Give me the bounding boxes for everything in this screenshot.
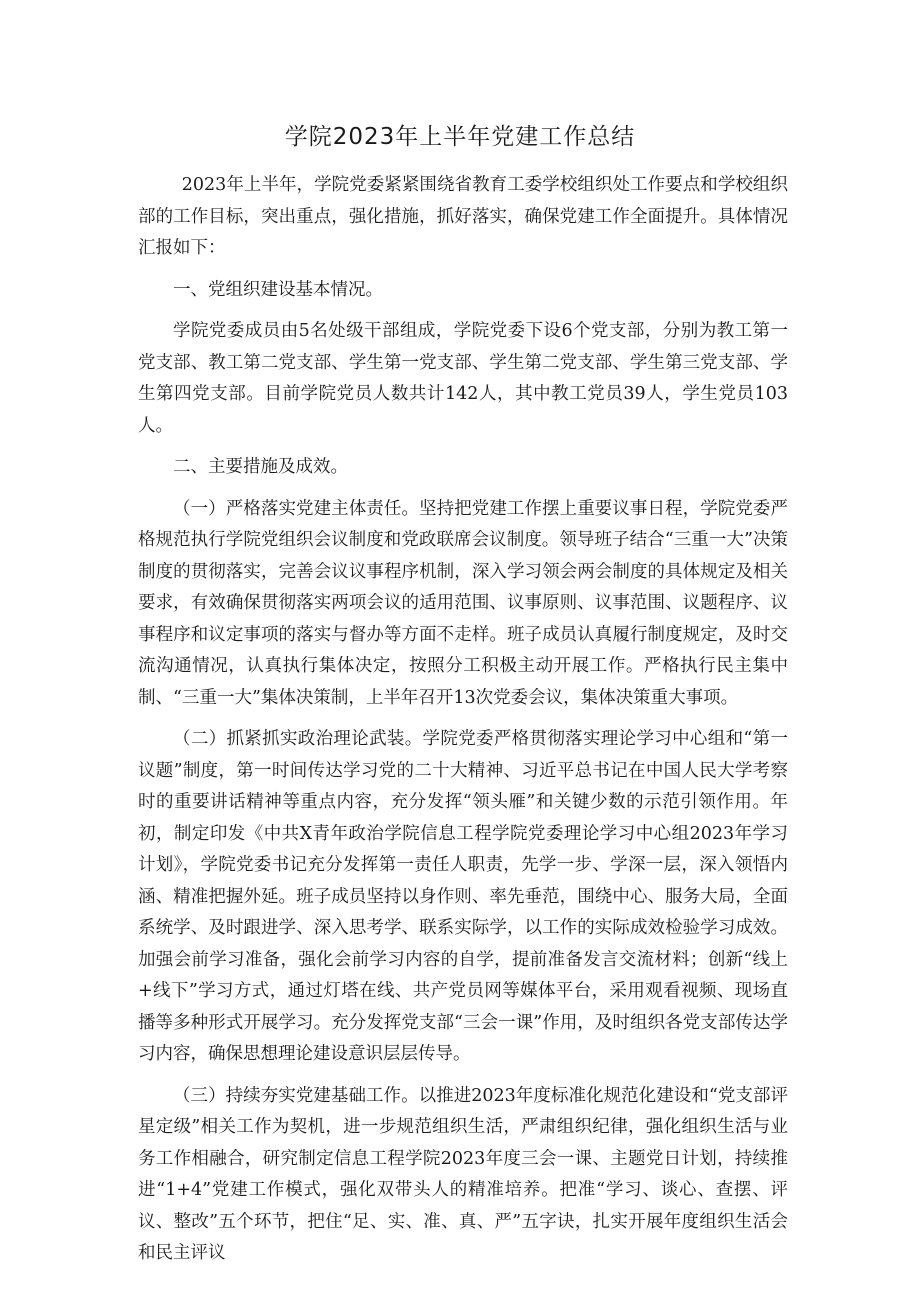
intro-paragraph: 2023年上半年，学院党委紧紧围绕省教育工委学校组织处工作要点和学校组织部的工作目标，突出重点，强化措施，抓好落实，确保党建工作全面提升。具体情况汇报如下： xyxy=(138,175,788,258)
document-title: 学院2023年上半年党建工作总结 xyxy=(284,124,636,150)
measure-paragraph-1: （一）严格落实党建主体责任。坚持把党建工作摆上重要议事日程，学院党委严格规范执行学院党组织会议制度和党政联席会议制度。领导班子结合“三重一大”决策制度的贯彻落实，完善会议议事程序机制，深入学习领会两会制度的具体规定及相关要求，有效确保贯彻落实两项会议的适用范围、议事原则、议事范围、议题程序、议事程序和议定事项的落实与督办等方面不走样。班子成员认真履行制度规定，及时交流沟通情况，认真执行集体决定，按照分工积极主动开展工作。严格执行民主集中制、“三重一大”集体决策制，上半年召开13次党委会议，集体决策重大事项。 xyxy=(138,498,788,708)
section-heading-1: 一、党组织建设基本情况。 xyxy=(173,279,383,300)
org-overview-paragraph: 学院党委成员由5名处级干部组成，学院党委下设6个党支部，分别为教工第一党支部、教工第二党支部、学生第一党支部、学生第二党支部、学生第三党支部、学生第四党支部。目前学院党员人数共计142人，其中教工党员39人，学生党员103人。 xyxy=(138,321,788,436)
section-heading-2: 二、主要措施及成效。 xyxy=(173,457,348,477)
document-body xyxy=(138,170,788,1280)
measure-paragraph-3: （三）持续夯实党建基础工作。以推进2023年度标准化规范化建设和“党支部评星定级”相关工作为契机，进一步规范组织生活，严肃组织纪律，强化组织生活与业务工作相融合，研究制定信息工程学院2023年度三会一课、主题党日计划，持续推进“1+4”党建工作模式，强化双带头人的精准培养。把准“学习、谈心、查摆、评议、整改”五个环节，把住“足、实、准、真、严”五字诀，扎实开展年度组织生活会和民主评议 xyxy=(138,1085,788,1263)
measure-paragraph-2: （二）抓紧抓实政治理论武装。学院党委严格贯彻落实理论学习中心组和“第一议题”制度，第一时间传达学习党的二十大精神、习近平总书记在中国人民大学考察时的重要讲话精神等重点内容，充分发挥“领头雁”和关键少数的示范引领作用。年初，制定印发《中共X青年政治学院信息工程学院党委理论学习中心组2023年学习计划》，学院党委书记充分发挥第一责任人职责，先学一步、学深一层，深入领悟内涵、精准把握外延。班子成员坚持以身作则、率先垂范，围绕中心、服务大局，全面系统学、及时跟进学、深入思考学、联系实际学，以工作的实际成效检验学习成效。加强会前学习准备，强化会前学习内容的自学，提前准备发言交流材料；创新“线上+线下”学习方式，通过灯塔在线、共产党员网等媒体平台，采用观看视频、现场直播等多种形式开展学习。充分发挥党支部“三会一课”作用，及时组织各党支部传达学习内容，确保思想理论建设意识层层传导。 xyxy=(138,729,788,1064)
